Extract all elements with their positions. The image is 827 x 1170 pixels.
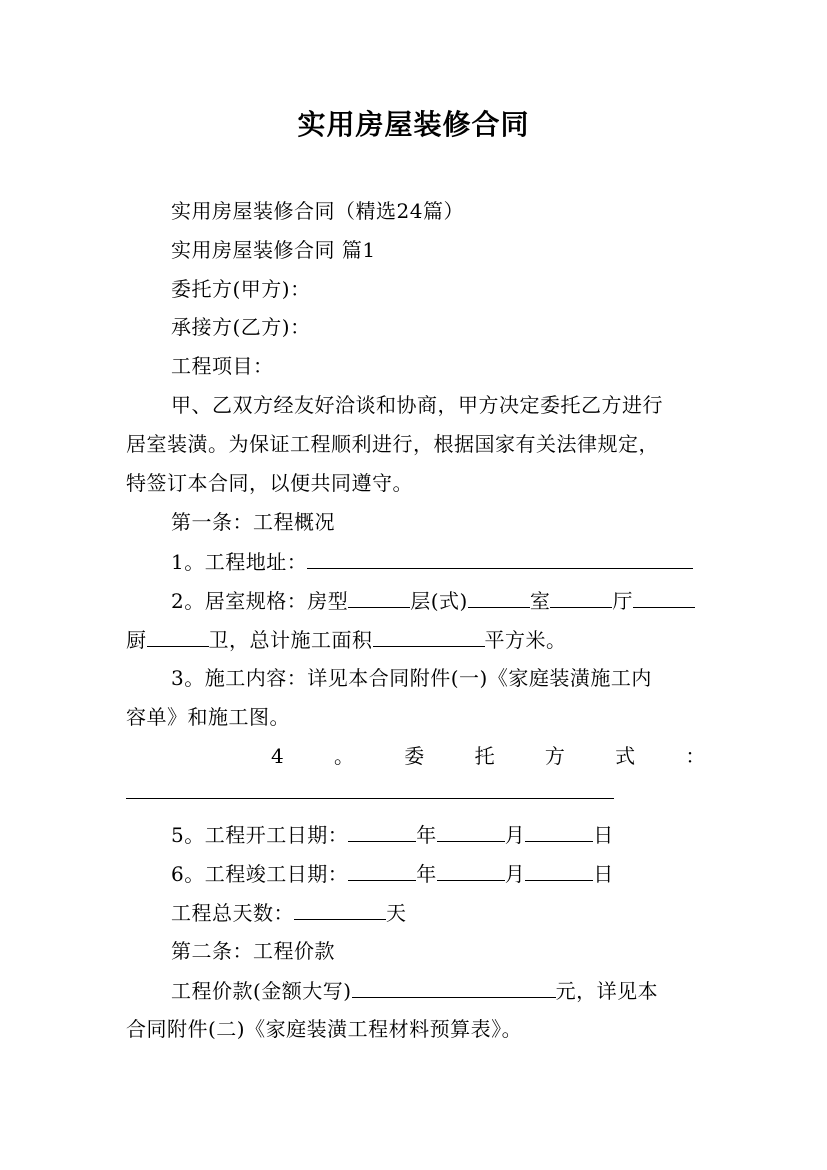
spread-char: 托 [474, 744, 496, 768]
spread-char: 方 [544, 744, 566, 768]
paragraph-line: 特签订本合同，以便共同遵守。 [126, 471, 413, 495]
start-date-label: 5。工程开工日期： [171, 823, 349, 847]
spread-char: 委 [404, 744, 425, 768]
fill-blank [525, 860, 593, 881]
address-line [171, 548, 711, 575]
days-unit: 天 [386, 901, 407, 925]
article-heading: 第二条：工程价款 [171, 939, 335, 963]
spread-char: ： [685, 744, 706, 768]
commission-method-line [126, 743, 706, 769]
fill-blank [468, 587, 530, 608]
fill-blank [352, 977, 556, 998]
address-blank [307, 548, 693, 569]
room-spec-room: 室 [529, 589, 551, 613]
year-label: 年 [416, 823, 437, 847]
project-line: 工程项目： [171, 354, 274, 378]
article-heading: 第一条：工程概况 [171, 510, 335, 534]
fill-blank [348, 860, 416, 881]
area-unit: 平方米。 [484, 628, 567, 652]
party-a-line: 委托方(甲方)： [171, 277, 311, 301]
fill-blank [147, 626, 209, 647]
room-spec-hall: 厅 [612, 589, 633, 613]
fill-blank [348, 821, 416, 842]
fill-blank [348, 587, 410, 608]
commission-blank-line [126, 778, 706, 805]
month-label: 月 [504, 823, 526, 847]
address-label: 1。工程地址： [171, 550, 308, 574]
fill-blank [373, 626, 485, 647]
area-label: 卫，总计施工面积 [208, 628, 373, 652]
room-spec-label: 2。居室规格：房型 [171, 589, 349, 613]
spread-char: 式 [615, 744, 636, 768]
spread-char: 4 [271, 744, 285, 768]
price-unit: 元，详见本 [555, 979, 659, 1003]
subtitle-line: 实用房屋装修合同（精选24篇） [171, 199, 464, 223]
fill-blank [437, 860, 505, 881]
paragraph-line: 甲、乙双方经友好洽谈和协商，甲方决定委托乙方进行 [171, 393, 663, 417]
room-spec-line [171, 587, 711, 614]
total-days-line [171, 899, 711, 926]
fill-blank [550, 587, 612, 608]
area-line [126, 626, 706, 653]
total-days-label: 工程总天数： [171, 901, 294, 925]
kitchen-label: 厨 [126, 628, 147, 652]
section-heading: 实用房屋装修合同 篇1 [171, 238, 376, 262]
price-line-cont: 合同附件(二)《家庭装潢工程材料预算表》。 [126, 1017, 523, 1041]
end-date-line [171, 860, 711, 887]
end-date-label: 6。工程竣工日期： [171, 862, 349, 886]
party-b-line: 承接方(乙方)： [171, 315, 311, 339]
year-label: 年 [416, 862, 437, 886]
price-line [171, 977, 711, 1004]
fill-blank [525, 821, 593, 842]
start-date-line [171, 821, 711, 848]
day-label: 日 [593, 823, 614, 847]
room-spec-floor: 层(式) [410, 589, 468, 613]
fill-blank [437, 821, 505, 842]
paragraph-line: 居室装潢。为保证工程顺利进行，根据国家有关法律规定， [126, 432, 659, 456]
month-label: 月 [504, 862, 526, 886]
fill-blank [633, 587, 695, 608]
document-title: 实用房屋装修合同 [297, 108, 530, 141]
content-line: 3。施工内容：详见本合同附件(一)《家庭装潢施工内 [171, 666, 652, 690]
price-label: 工程价款(金额大写) [171, 979, 352, 1003]
fill-blank [294, 899, 386, 920]
day-label: 日 [593, 862, 614, 886]
content-line: 容单》和施工图。 [126, 705, 290, 729]
spread-char: 。 [334, 744, 355, 768]
fill-blank [126, 778, 614, 799]
